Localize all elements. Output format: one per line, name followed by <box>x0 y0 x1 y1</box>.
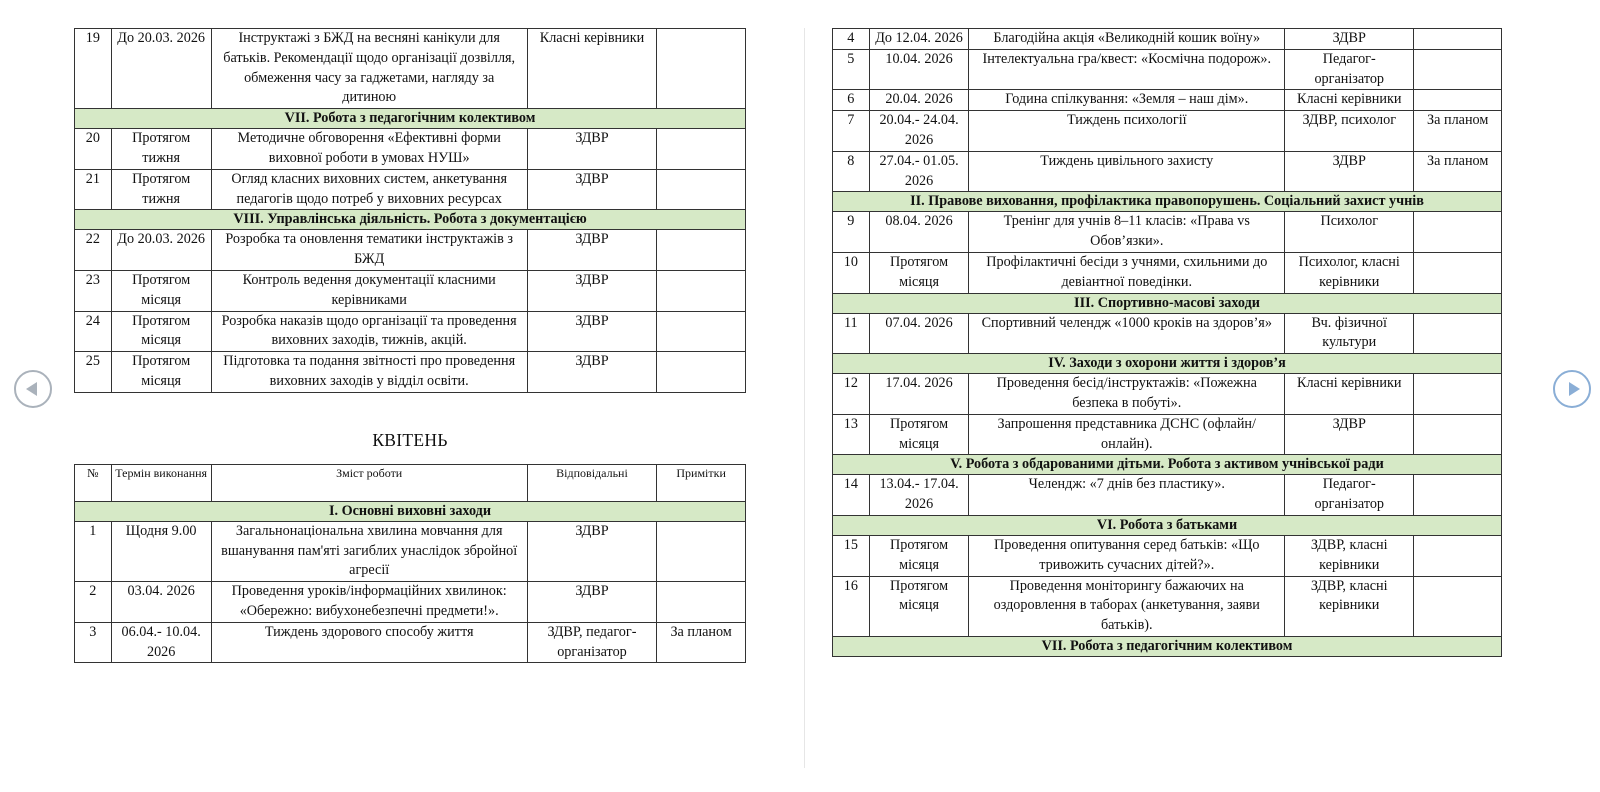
section-title: V. Робота з обдарованими дітьми. Робота з активом учнівської ради <box>833 455 1502 475</box>
row-term: 03.04. 2026 <box>111 582 211 623</box>
row-responsible: Вч. фізичної культури <box>1285 313 1414 354</box>
row-term: 20.04.- 24.04. 2026 <box>869 111 969 152</box>
table-header-row <box>75 464 746 501</box>
row-number: 2 <box>75 582 112 623</box>
plan-table-top <box>74 28 746 393</box>
section-title: VIII. Управлінська діяльність. Робота з документацією <box>75 210 746 230</box>
row-responsible: Педагог-організатор <box>1285 49 1414 90</box>
row-notes <box>1414 576 1502 636</box>
row-responsible: ЗДВР, класні керівники <box>1285 576 1414 636</box>
row-content: Розробка та оновлення тематики інструктажів з БЖД <box>211 230 527 271</box>
row-responsible: ЗДВР <box>527 311 657 352</box>
row-responsible: Класні керівники <box>1285 90 1414 111</box>
april-plan-table-body <box>75 501 746 663</box>
row-notes <box>1414 313 1502 354</box>
table-row <box>833 414 1502 455</box>
row-content: Проведення уроків/інформаційних хвилинок: «Обережно: вибухонебезпечні предмети!». <box>211 582 527 623</box>
section-row <box>833 192 1502 212</box>
section-row <box>833 455 1502 475</box>
row-content: Спортивний челендж «1000 кроків на здоров’я» <box>969 313 1285 354</box>
row-content: Розробка наказів щодо організації та проведення виховних заходів, тижнів, акцій. <box>211 311 527 352</box>
row-number: 10 <box>833 252 870 293</box>
table-row <box>833 475 1502 516</box>
row-responsible: ЗДВР <box>1285 29 1414 50</box>
next-page-button[interactable] <box>1553 370 1591 408</box>
row-content: Благодійна акція «Великодній кошик воїну» <box>969 29 1285 50</box>
row-number: 22 <box>75 230 112 271</box>
row-responsible: ЗДВР <box>1285 151 1414 192</box>
row-content: Проведення моніторингу бажаючих на оздоровлення в таборах (анкетування, заяви батьків). <box>969 576 1285 636</box>
row-term: Протягом місяця <box>869 576 969 636</box>
section-row <box>833 636 1502 656</box>
month-title: КВІТЕНЬ <box>372 429 448 450</box>
row-number: 13 <box>833 414 870 455</box>
row-term: Протягом тижня <box>111 129 211 170</box>
header-responsible: Відповідальні <box>527 464 657 501</box>
row-term: 20.04. 2026 <box>869 90 969 111</box>
row-number: 4 <box>833 29 870 50</box>
section-row <box>75 210 746 230</box>
row-term: Щодня 9.00 <box>111 521 211 581</box>
row-content: Контроль ведення документації класними керівниками <box>211 270 527 311</box>
row-term: 27.04.- 01.05. 2026 <box>869 151 969 192</box>
header-content: Зміст роботи <box>211 464 527 501</box>
row-term: Протягом місяця <box>111 270 211 311</box>
row-responsible: ЗДВР <box>527 352 657 393</box>
page-divider <box>804 28 805 768</box>
row-term: Протягом місяця <box>869 252 969 293</box>
table-row <box>75 521 746 581</box>
row-number: 16 <box>833 576 870 636</box>
row-content: Проведення бесід/інструктажів: «Пожежна безпека в побуті». <box>969 374 1285 415</box>
row-term: 07.04. 2026 <box>869 313 969 354</box>
row-content: Інструктажі з БЖД на весняні канікули для батьків. Рекомендації щодо організації дозвілля, обмеження часу за гаджетами, нагляду за дитиною <box>211 29 527 109</box>
row-content: Методичне обговорення «Ефективні форми виховної роботи в умовах НУШ» <box>211 129 527 170</box>
table-row <box>75 129 746 170</box>
section-title: VI. Робота з батьками <box>833 515 1502 535</box>
april-plan-table <box>74 464 746 664</box>
header-number: № <box>75 464 112 501</box>
row-responsible: ЗДВР <box>527 230 657 271</box>
row-notes <box>1414 49 1502 90</box>
table-row <box>833 535 1502 576</box>
previous-page-button[interactable] <box>14 370 52 408</box>
section-title: VII. Робота з педагогічним колективом <box>75 109 746 129</box>
section-title: II. Правове виховання, профілактика правопорушень. Соціальний захист учнів <box>833 192 1502 212</box>
chevron-right-icon <box>1569 382 1580 396</box>
row-number: 19 <box>75 29 112 109</box>
row-notes <box>1414 212 1502 253</box>
table-row <box>75 311 746 352</box>
row-notes: За планом <box>657 622 746 663</box>
row-responsible: ЗДВР <box>527 129 657 170</box>
row-notes <box>657 270 746 311</box>
row-notes <box>1414 374 1502 415</box>
right-page <box>832 0 1502 657</box>
table-row <box>75 270 746 311</box>
row-notes <box>657 129 746 170</box>
row-number: 20 <box>75 129 112 170</box>
table-row <box>833 90 1502 111</box>
row-term: 13.04.- 17.04. 2026 <box>869 475 969 516</box>
row-number: 8 <box>833 151 870 192</box>
row-responsible: ЗДВР <box>527 270 657 311</box>
row-term: Протягом місяця <box>869 535 969 576</box>
row-responsible: Психолог <box>1285 212 1414 253</box>
section-row <box>833 515 1502 535</box>
table-row <box>833 111 1502 152</box>
row-responsible: ЗДВР, психолог <box>1285 111 1414 152</box>
row-number: 15 <box>833 535 870 576</box>
section-row <box>833 293 1502 313</box>
row-number: 25 <box>75 352 112 393</box>
table-row <box>75 169 746 210</box>
row-notes <box>657 352 746 393</box>
section-row <box>833 354 1502 374</box>
table-row <box>75 352 746 393</box>
row-notes <box>657 311 746 352</box>
row-notes <box>1414 29 1502 50</box>
row-term: Протягом місяця <box>869 414 969 455</box>
plan-table-top-body <box>75 29 746 393</box>
row-content: Тренінг для учнів 8–11 класів: «Права vs Обов’язки». <box>969 212 1285 253</box>
table-row <box>75 622 746 663</box>
row-term: До 20.03. 2026 <box>111 29 211 109</box>
row-number: 14 <box>833 475 870 516</box>
row-notes <box>1414 475 1502 516</box>
row-notes <box>1414 535 1502 576</box>
row-responsible: ЗДВР <box>1285 414 1414 455</box>
section-title: I. Основні виховні заходи <box>75 501 746 521</box>
row-notes <box>1414 252 1502 293</box>
table-row <box>833 29 1502 50</box>
table-row <box>833 252 1502 293</box>
row-term: 06.04.- 10.04. 2026 <box>111 622 211 663</box>
row-responsible: ЗДВР <box>527 521 657 581</box>
header-term: Термін виконання <box>111 464 211 501</box>
row-term: Протягом місяця <box>111 352 211 393</box>
row-term: Протягом місяця <box>111 311 211 352</box>
row-content: Тиждень психології <box>969 111 1285 152</box>
row-number: 24 <box>75 311 112 352</box>
row-content: Тиждень здорового способу життя <box>211 622 527 663</box>
row-content: Підготовка та подання звітності про проведення виховних заходів у відділ освіти. <box>211 352 527 393</box>
row-content: Загальнонаціональна хвилина мовчання для вшанування пам'яті загиблих унаслідок збройної агресії <box>211 521 527 581</box>
row-notes <box>1414 90 1502 111</box>
section-title: III. Спортивно-масові заходи <box>833 293 1502 313</box>
row-content: Запрошення представника ДСНС (офлайн/онлайн). <box>969 414 1285 455</box>
row-number: 12 <box>833 374 870 415</box>
header-notes: Примітки <box>657 464 746 501</box>
row-notes <box>657 230 746 271</box>
table-row <box>833 374 1502 415</box>
row-content: Огляд класних виховних систем, анкетування педагогів щодо потреб у виховних ресурсах <box>211 169 527 210</box>
row-term: 08.04. 2026 <box>869 212 969 253</box>
row-responsible: ЗДВР <box>527 169 657 210</box>
row-content: Година спілкування: «Земля – наш дім». <box>969 90 1285 111</box>
table-row <box>833 576 1502 636</box>
table-row <box>75 29 746 109</box>
row-responsible: Педагог-організатор <box>1285 475 1414 516</box>
table-row <box>833 151 1502 192</box>
table-row <box>833 49 1502 90</box>
row-number: 11 <box>833 313 870 354</box>
row-notes: За планом <box>1414 151 1502 192</box>
row-number: 5 <box>833 49 870 90</box>
row-responsible: ЗДВР, класні керівники <box>1285 535 1414 576</box>
row-number: 23 <box>75 270 112 311</box>
row-responsible: Класні керівники <box>527 29 657 109</box>
row-responsible: ЗДВР, педагог-організатор <box>527 622 657 663</box>
row-content: Інтелектуальна гра/квест: «Космічна подорож». <box>969 49 1285 90</box>
table-row <box>833 313 1502 354</box>
row-notes <box>657 169 746 210</box>
row-number: 21 <box>75 169 112 210</box>
table-row <box>75 230 746 271</box>
row-term: 17.04. 2026 <box>869 374 969 415</box>
row-number: 9 <box>833 212 870 253</box>
row-notes <box>1414 414 1502 455</box>
left-page <box>74 0 746 663</box>
row-content: Челендж: «7 днів без пластику». <box>969 475 1285 516</box>
row-number: 3 <box>75 622 112 663</box>
row-content: Проведення опитування серед батьків: «Що тривожить сучасних дітей?». <box>969 535 1285 576</box>
row-term: До 12.04. 2026 <box>869 29 969 50</box>
row-content: Тиждень цивільного захисту <box>969 151 1285 192</box>
row-notes: За планом <box>1414 111 1502 152</box>
row-notes <box>657 521 746 581</box>
april-plan-table-continued <box>832 28 1502 657</box>
section-title: IV. Заходи з охорони життя і здоров’я <box>833 354 1502 374</box>
row-responsible: ЗДВР <box>527 582 657 623</box>
section-title: VII. Робота з педагогічним колективом <box>833 636 1502 656</box>
row-notes <box>657 29 746 109</box>
table-row <box>833 212 1502 253</box>
row-number: 6 <box>833 90 870 111</box>
row-notes <box>657 582 746 623</box>
row-content: Профілактичні бесіди з учнями, схильними до девіантної поведінки. <box>969 252 1285 293</box>
row-term: До 20.03. 2026 <box>111 230 211 271</box>
chevron-left-icon <box>26 382 37 396</box>
row-term: Протягом тижня <box>111 169 211 210</box>
table-row <box>75 582 746 623</box>
row-responsible: Класні керівники <box>1285 374 1414 415</box>
row-number: 1 <box>75 521 112 581</box>
section-row <box>75 501 746 521</box>
april-plan-table-continued-body <box>833 29 1502 657</box>
row-responsible: Психолог, класні керівники <box>1285 252 1414 293</box>
row-term: 10.04. 2026 <box>869 49 969 90</box>
row-number: 7 <box>833 111 870 152</box>
section-row <box>75 109 746 129</box>
